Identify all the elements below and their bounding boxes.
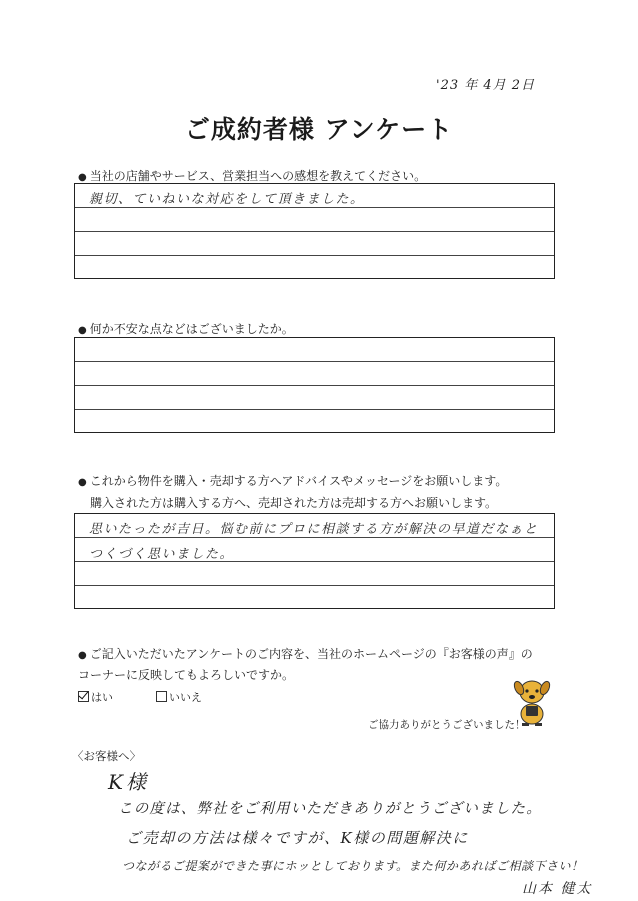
question-4-label: ご記入いただいたアンケートのご内容を、当社のホームページの『お客様の声』の bbox=[89, 647, 533, 661]
answer-3-line-2: つくづく思いました。 bbox=[89, 547, 235, 562]
option-yes[interactable] bbox=[78, 689, 113, 705]
bullet-icon: ● bbox=[78, 477, 87, 488]
reply-signature: 山本 健太 bbox=[522, 881, 593, 897]
question-3-label2: 購入された方は購入する方へ、売却された方は売却する方へお願いします。 bbox=[90, 496, 498, 510]
reply-customer-name: K様 bbox=[108, 770, 149, 794]
bullet-icon: ● bbox=[78, 650, 87, 661]
reply-label: 〈お客様へ〉 bbox=[72, 749, 141, 763]
reply-line-2: ご売却の方法は様々ですが、K様の問題解決に bbox=[126, 829, 469, 847]
reply-line-3: つながるご提案ができた事にホッとしております。また何かあればご相談下さい！ bbox=[122, 859, 584, 873]
question-2 bbox=[78, 320, 294, 337]
question-4 bbox=[78, 645, 533, 662]
answer-3-line-1: 思いたったが吉日。悩む前にプロに相談する方が解決の早道だなぁと bbox=[89, 522, 539, 537]
question-4-label2: コーナーに反映してもよろしいですか。 bbox=[78, 668, 295, 682]
bullet-icon: ● bbox=[78, 172, 87, 183]
survey-date: '23 年 4月 2日 bbox=[436, 78, 536, 93]
checkbox-empty-icon[interactable] bbox=[156, 691, 167, 702]
question-3 bbox=[78, 472, 507, 489]
checkbox-checked-icon[interactable] bbox=[78, 691, 89, 702]
thanks-message: ご協力ありがとうございました！ bbox=[368, 719, 526, 731]
option-no-label: いいえ bbox=[169, 691, 202, 704]
option-no[interactable] bbox=[156, 689, 202, 705]
page-title: ご成約者様 アンケート bbox=[184, 115, 454, 144]
option-yes-label: はい bbox=[91, 691, 113, 704]
answer-box-2 bbox=[74, 337, 555, 433]
question-2-label: 何か不安な点などはございましたか。 bbox=[89, 322, 294, 336]
question-1-label: 当社の店舗やサービス、営業担当への感想を教えてください。 bbox=[89, 169, 427, 183]
answer-box-3 bbox=[74, 513, 555, 609]
question-1 bbox=[78, 167, 426, 184]
reply-line-1: この度は、弊社をご利用いただきありがとうございました。 bbox=[118, 801, 542, 817]
bullet-icon: ● bbox=[78, 325, 87, 336]
answer-1-line: 親切、ていねいな対応をして頂きました。 bbox=[89, 192, 365, 207]
question-3-label: これから物件を購入・売却する方へアドバイスやメッセージをお願いします。 bbox=[89, 474, 508, 488]
answer-box-1 bbox=[74, 183, 555, 279]
